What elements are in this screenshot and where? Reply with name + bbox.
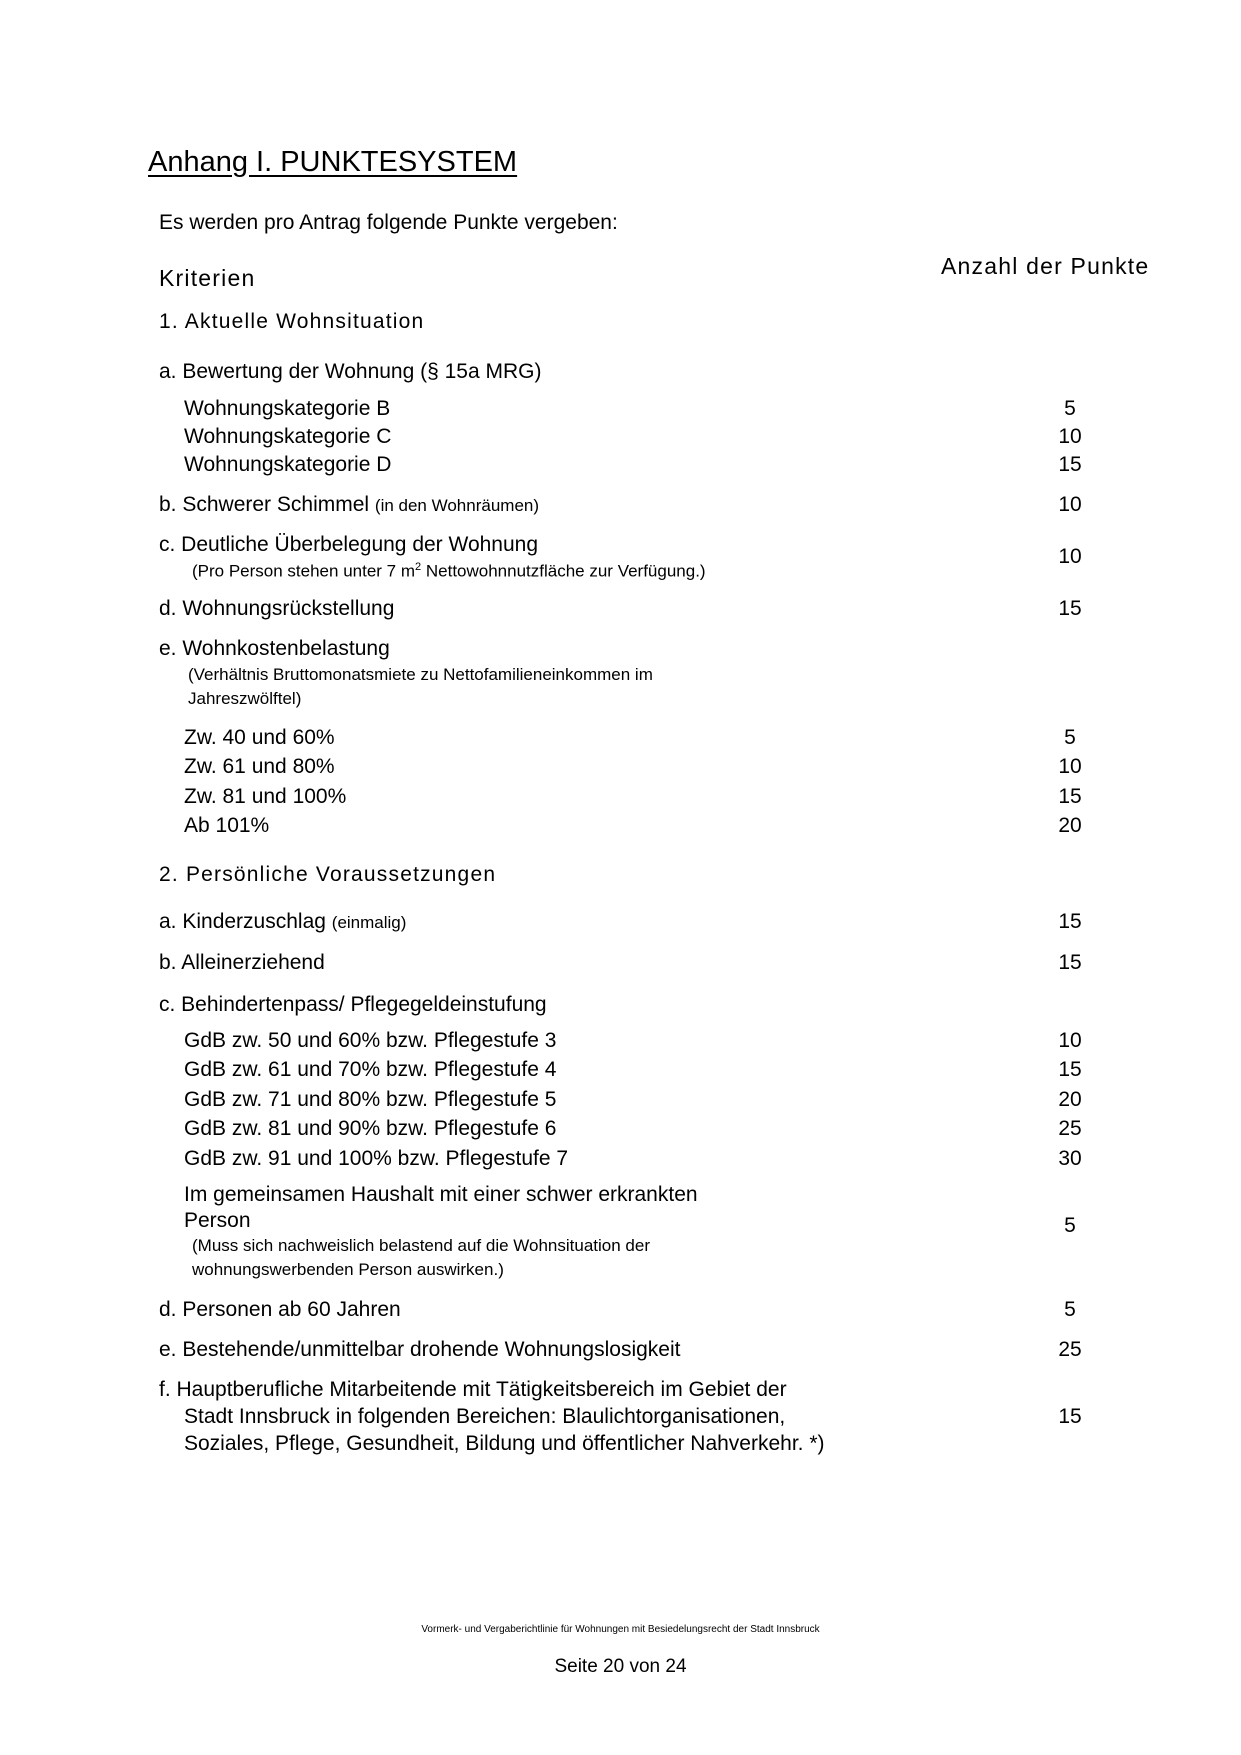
criterion-1b-label: b. Schwerer Schimmel bbox=[159, 493, 370, 516]
criterion-1d-label: d. Wohnungsrückstellung bbox=[159, 597, 395, 620]
criterion-2a bbox=[159, 910, 406, 934]
criterion-1b-note: (in den Wohnräumen) bbox=[374, 496, 540, 515]
footer-page-number: Seite 20 von 24 bbox=[554, 1656, 687, 1677]
criterion-1b-points: 10 bbox=[1058, 493, 1082, 516]
page-title: Anhang I. PUNKTESYSTEM bbox=[148, 146, 518, 178]
criterion-1e-label: e. Wohnkostenbelastung bbox=[159, 637, 390, 660]
section-1-title: 1. Aktuelle Wohnsituation bbox=[159, 310, 425, 333]
criterion-1e-item-label: Ab 101% bbox=[184, 814, 270, 837]
criterion-2c-item-points: 20 bbox=[1058, 1088, 1082, 1111]
criterion-1d-points: 15 bbox=[1058, 597, 1082, 620]
criterion-1b bbox=[159, 493, 539, 517]
criterion-1e-item-points: 10 bbox=[1058, 755, 1082, 778]
criterion-2e-points: 25 bbox=[1058, 1338, 1082, 1361]
criterion-2f-points: 15 bbox=[1058, 1405, 1082, 1428]
criterion-2a-points: 15 bbox=[1058, 910, 1082, 933]
criterion-1e-note: (Verhältnis Bruttomonatsmiete zu Nettofamilieneinkommen im bbox=[188, 665, 653, 684]
criterion-2c-item-points: 30 bbox=[1058, 1147, 1082, 1170]
criterion-2c-household-note: (Muss sich nachweislich belastend auf die Wohnsituation der bbox=[192, 1236, 650, 1255]
criterion-1a-item-points: 5 bbox=[1064, 397, 1076, 420]
criterion-2c-label: c. Behindertenpass/ Pflegegeldeinstufung bbox=[159, 993, 547, 1016]
criterion-1a-item-points: 10 bbox=[1058, 425, 1082, 448]
criterion-2c-item-points: 15 bbox=[1058, 1058, 1082, 1081]
criterion-2a-note: (einmalig) bbox=[331, 913, 407, 932]
criterion-1e-item-points: 5 bbox=[1064, 726, 1076, 749]
criterion-2b-points: 15 bbox=[1058, 951, 1082, 974]
criterion-1e-item-label: Zw. 40 und 60% bbox=[184, 726, 335, 749]
criterion-2a-label: a. Kinderzuschlag bbox=[159, 910, 326, 933]
criterion-2d-label: d. Personen ab 60 Jahren bbox=[159, 1298, 401, 1321]
criterion-1a-label: a. Bewertung der Wohnung (§ 15a MRG) bbox=[159, 360, 542, 383]
intro-text: Es werden pro Antrag folgende Punkte vergeben: bbox=[159, 211, 618, 234]
criterion-2c-item-label: GdB zw. 81 und 90% bzw. Pflegestufe 6 bbox=[184, 1117, 557, 1140]
criterion-2c-item-points: 25 bbox=[1058, 1117, 1082, 1140]
criterion-1a-item-label: Wohnungskategorie C bbox=[184, 425, 392, 448]
criterion-2c-item-label: GdB zw. 71 und 80% bzw. Pflegestufe 5 bbox=[184, 1088, 557, 1111]
section-2-title: 2. Persönliche Voraussetzungen bbox=[159, 863, 497, 886]
criterion-2c-household-points: 5 bbox=[1064, 1214, 1076, 1237]
criterion-1a-item-points: 15 bbox=[1058, 453, 1082, 476]
criterion-1e-item-label: Zw. 61 und 80% bbox=[184, 755, 335, 778]
criterion-1c-points: 10 bbox=[1058, 545, 1082, 568]
criterion-2c-household-label: Person bbox=[184, 1209, 251, 1232]
criterion-2d-points: 5 bbox=[1064, 1298, 1076, 1321]
criterion-1c-note: (Pro Person stehen unter 7 $m^2$ Nettowohnnutzfläche zur Verfügung.) bbox=[192, 561, 706, 581]
criterion-2c-item-points: 10 bbox=[1058, 1029, 1082, 1052]
criterion-1e-item-points: 20 bbox=[1058, 814, 1082, 837]
criterion-2c-item-label: GdB zw. 91 und 100% bzw. Pflegestufe 7 bbox=[184, 1147, 569, 1170]
criterion-1e-item-points: 15 bbox=[1058, 785, 1082, 808]
criterion-1c-label: c. Deutliche Überbelegung der Wohnung bbox=[159, 533, 539, 556]
criterion-2b-label: b. Alleinerziehend bbox=[159, 951, 325, 974]
column-header-points: Anzahl der Punkte bbox=[941, 253, 1150, 279]
criterion-2c-item-label: GdB zw. 50 und 60% bzw. Pflegestufe 3 bbox=[184, 1029, 557, 1052]
criterion-1e-note: Jahreszwölftel) bbox=[188, 689, 302, 708]
criterion-2e-label: e. Bestehende/unmittelbar drohende Wohnungslosigkeit bbox=[159, 1338, 681, 1361]
column-header-criteria: Kriterien bbox=[159, 265, 256, 291]
footer-document-title: Vormerk- und Vergaberichtlinie für Wohnungen mit Besiedelungsrecht der Stadt Innsbruck bbox=[421, 1624, 820, 1635]
criterion-1a-item-label: Wohnungskategorie B bbox=[184, 397, 391, 420]
criterion-2f-label: f. Hauptberufliche Mitarbeitende mit Tätigkeitsbereich im Gebiet der bbox=[159, 1378, 787, 1401]
criterion-2c-item-label: GdB zw. 61 und 70% bzw. Pflegestufe 4 bbox=[184, 1058, 557, 1081]
criterion-1e-item-label: Zw. 81 und 100% bbox=[184, 785, 347, 808]
criterion-2c-household-note: wohnungswerbenden Person auswirken.) bbox=[192, 1260, 504, 1279]
criterion-2f-label: Stadt Innsbruck in folgenden Bereichen: Blaulichtorganisationen, bbox=[184, 1405, 786, 1428]
criterion-2c-household-label: Im gemeinsamen Haushalt mit einer schwer erkrankten bbox=[184, 1183, 698, 1206]
criterion-2f-label: Soziales, Pflege, Gesundheit, Bildung und öffentlicher Nahverkehr. *) bbox=[184, 1432, 825, 1455]
criterion-1a-item-label: Wohnungskategorie D bbox=[184, 453, 392, 476]
